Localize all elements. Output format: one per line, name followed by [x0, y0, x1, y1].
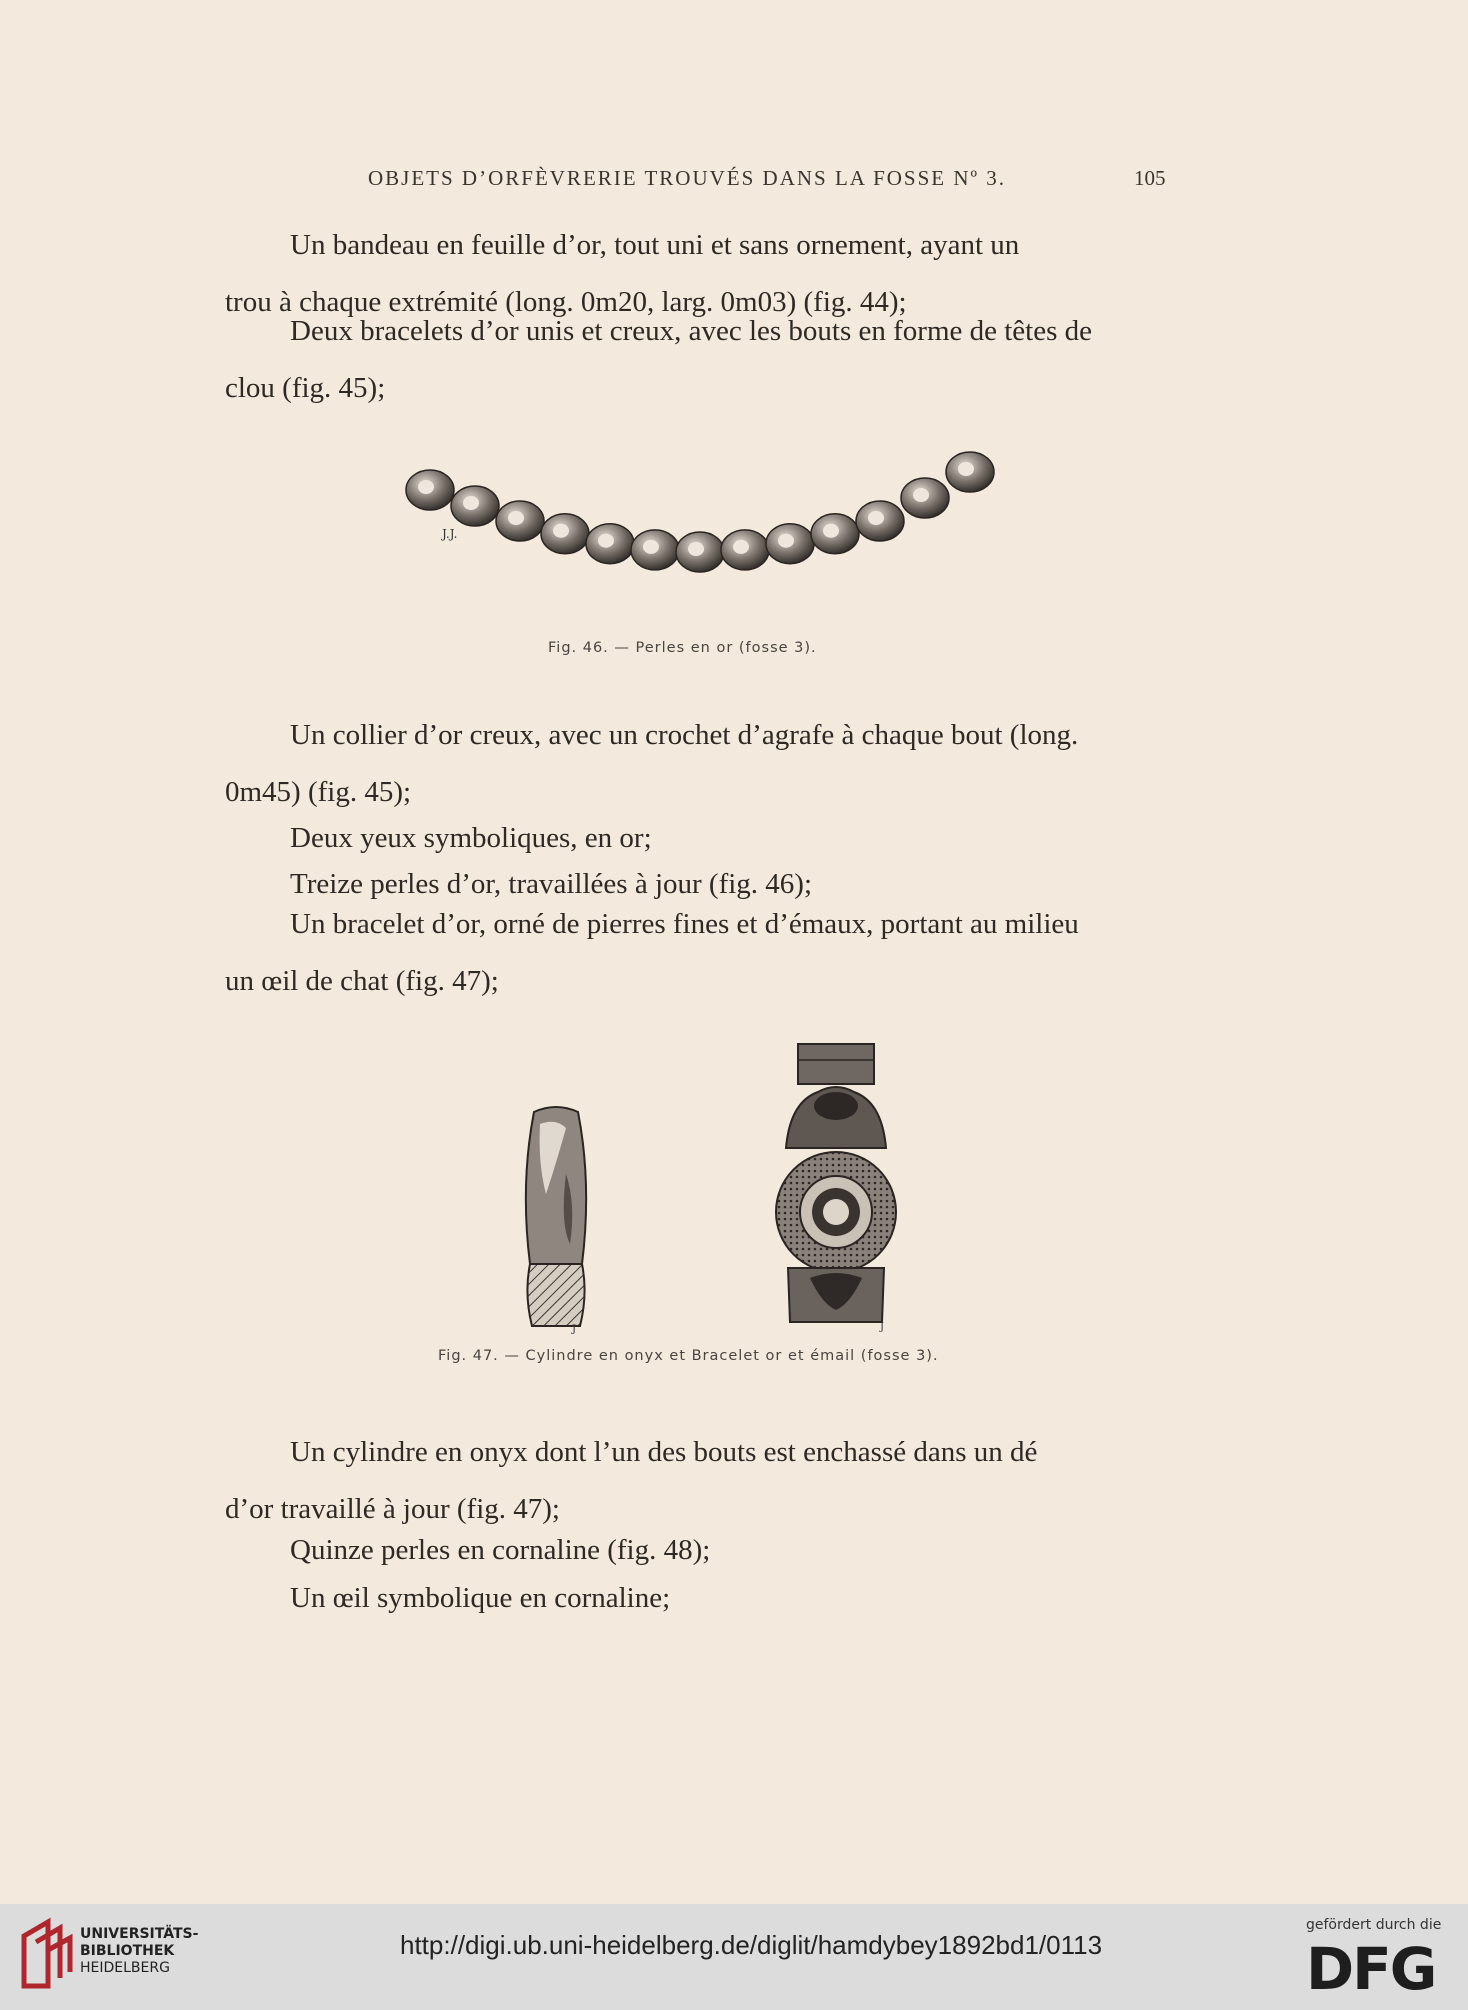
- bead-highlight: [913, 488, 929, 502]
- text-line: Deux yeux symboliques, en or;: [290, 822, 652, 854]
- bead-highlight: [418, 480, 434, 494]
- text-line: Un collier d’or creux, avec un crochet d’agrafe à chaque bout (long.: [290, 719, 1079, 751]
- text-line: d’or travaillé à jour (fig. 47);: [225, 1493, 560, 1525]
- text-line: trou à chaque extrémité (long. 0m20, larg. 0m03) (fig. 44);: [225, 286, 907, 318]
- svg-text:J: J: [572, 1324, 577, 1334]
- text-line: Un bandeau en feuille d’or, tout uni et sans ornement, ayant un: [290, 229, 1020, 261]
- svg-text:J: J: [880, 1322, 885, 1332]
- figure-46-necklace: [400, 450, 1000, 600]
- paragraph-cylindre: [225, 1424, 1175, 1538]
- figure-47-onyx-cylinder: [516, 1104, 596, 1334]
- sponsor-text: gefördert durch die: [1306, 1917, 1442, 1933]
- text-line: Quinze perles en cornaline (fig. 48);: [290, 1534, 711, 1566]
- bead-highlight: [598, 534, 614, 548]
- bead-highlight: [688, 542, 704, 556]
- text-line: Un cylindre en onyx dont l’un des bouts est enchassé dans un dé: [290, 1436, 1038, 1468]
- text-line: un œil de chat (fig. 47);: [225, 965, 499, 997]
- library-line: UNIVERSITÄTS-: [80, 1926, 199, 1942]
- text-line: clou (fig. 45);: [225, 372, 386, 404]
- text-line: Deux bracelets d’or unis et creux, avec les bouts en forme de têtes de: [290, 315, 1093, 347]
- university-library-logo-icon: [18, 1916, 74, 1992]
- running-head: OBJETS D’ORFÈVRERIE TROUVÉS DANS LA FOSSE Nº 3.: [368, 166, 1007, 190]
- bead-highlight: [778, 534, 794, 548]
- bead-highlight: [508, 511, 524, 525]
- paragraph-bracelet-email: [225, 896, 1175, 1010]
- figure-47-caption: Fig. 47. — Cylindre en onyx et Bracelet or et émail (fosse 3).: [438, 1348, 939, 1364]
- bead-highlight: [463, 496, 479, 510]
- university-library-name: [80, 1926, 198, 1977]
- bead-highlight: [553, 524, 569, 538]
- paragraph-collier: [225, 707, 1175, 821]
- text-line: Treize perles d’or, travaillées à jour (fig. 46);: [290, 868, 812, 900]
- page-number: 105: [1134, 166, 1166, 190]
- bead-highlight: [733, 540, 749, 554]
- paragraph-cornaline-oeil: [225, 1570, 1175, 1627]
- text-line: 0m45) (fig. 45);: [225, 776, 412, 808]
- figure-46-caption: Fig. 46. — Perles en or (fosse 3).: [548, 640, 817, 656]
- dfg-logo: DFG: [1306, 1935, 1436, 2003]
- paragraph-bracelets: [225, 303, 1175, 417]
- permalink-url[interactable]: http://digi.ub.uni-heidelberg.de/diglit/hamdybey1892bd1/0113: [400, 1930, 1103, 1960]
- bead-highlight: [823, 524, 839, 538]
- library-line: HEIDELBERG: [80, 1960, 170, 1976]
- library-line: BIBLIOTHEK: [80, 1943, 175, 1959]
- bead-highlight: [643, 540, 659, 554]
- bead-highlight: [868, 511, 884, 525]
- figure-47-bracelet: [770, 1042, 900, 1332]
- engraver-mark: J.J.: [442, 527, 458, 541]
- text-line: Un bracelet d’or, orné de pierres fines et d’émaux, portant au milieu: [290, 908, 1079, 940]
- text-line: Un œil symbolique en cornaline;: [290, 1582, 671, 1614]
- bead-highlight: [958, 462, 974, 476]
